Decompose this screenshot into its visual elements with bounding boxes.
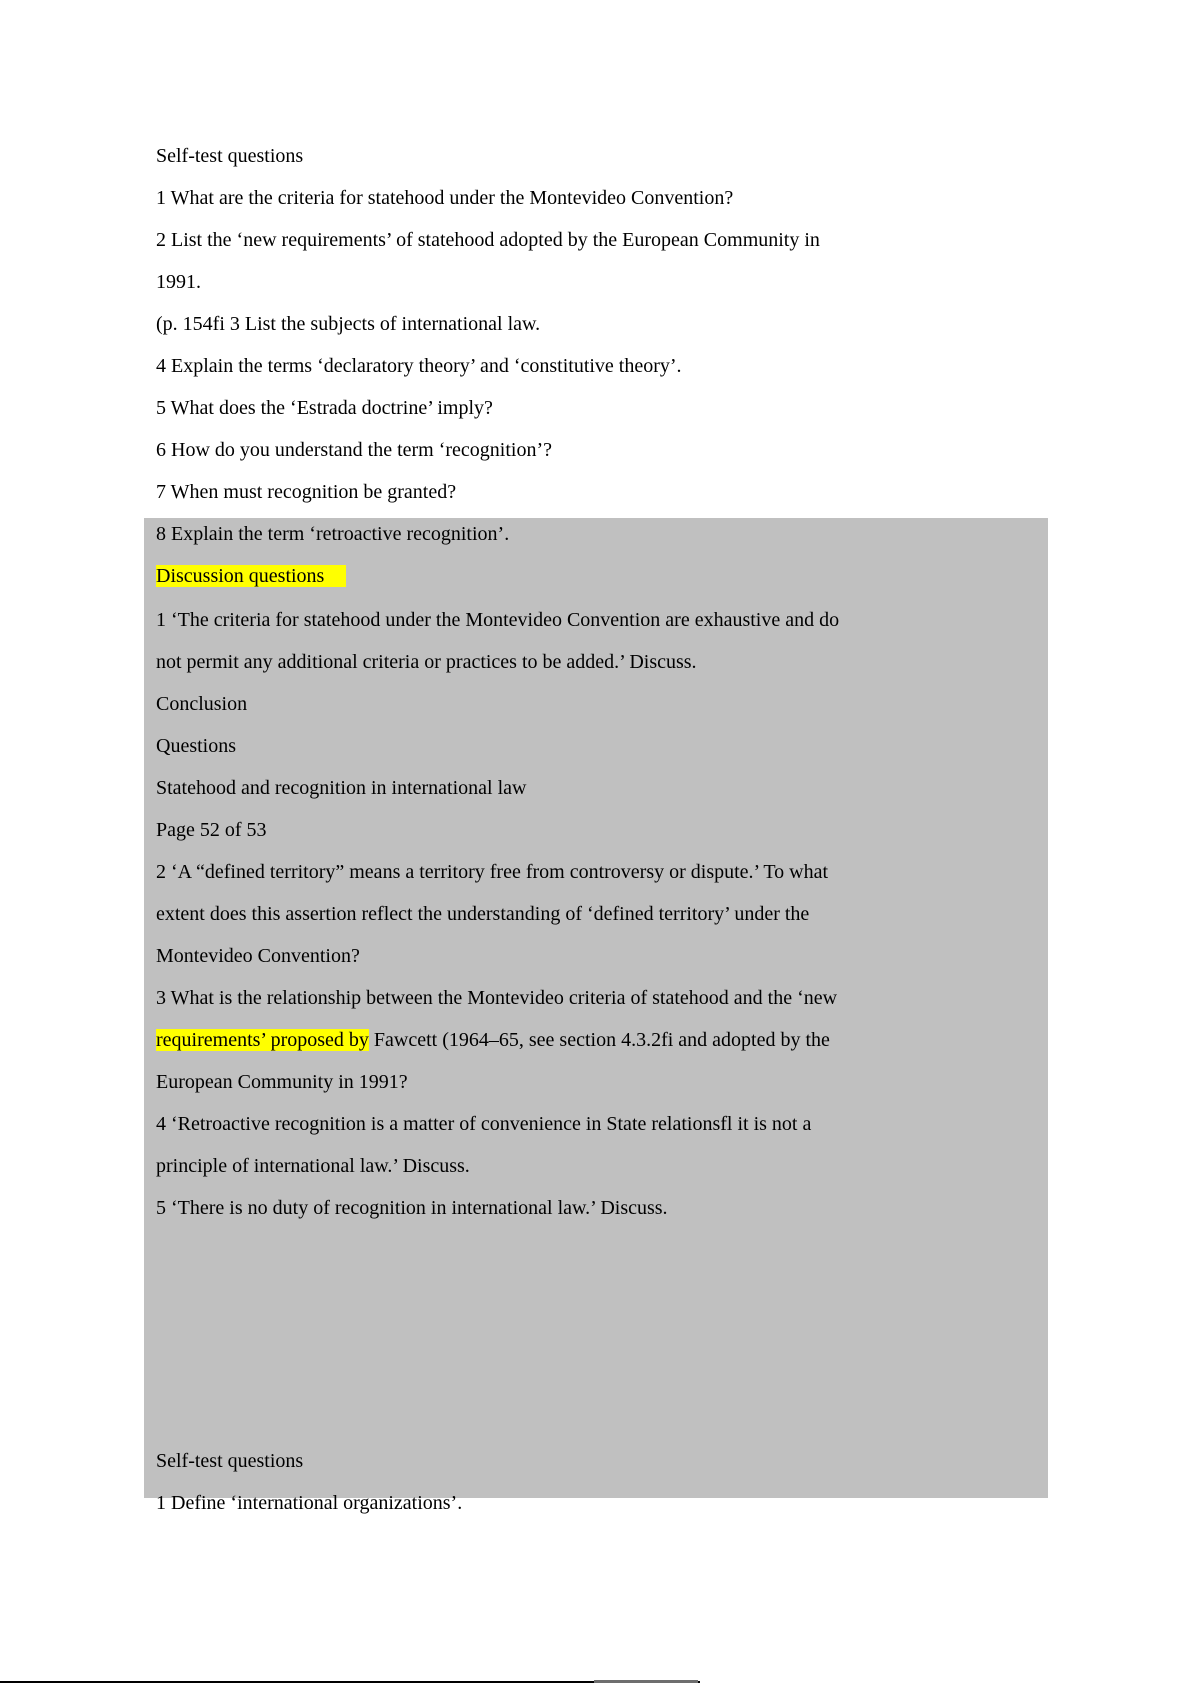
document-title: Statehood and recognition in international law bbox=[156, 777, 527, 799]
heading-self-test-questions-2: Self-test questions bbox=[156, 1450, 304, 1472]
discussion-question-4: 4 ‘Retroactive recognition is a matter of convenience in State relationsfl it is not a bbox=[156, 1113, 812, 1135]
self-test-question-2: 2 List the ‘new requirements’ of statehood adopted by the European Community in bbox=[156, 229, 820, 251]
discussion-question-4-continued: principle of international law.’ Discuss. bbox=[156, 1155, 470, 1177]
discussion-question-2-line-2: extent does this assertion reflect the understanding of ‘defined territory’ under the bbox=[156, 903, 810, 925]
self-test-question-7: 7 When must recognition be granted? bbox=[156, 481, 457, 503]
self-test-question-8: 8 Explain the term ‘retroactive recognition’. bbox=[156, 523, 510, 545]
self-test-question-4: 4 Explain the terms ‘declaratory theory’ and ‘constitutive theory’. bbox=[156, 355, 682, 377]
self-test-question-2-continued: 1991. bbox=[156, 271, 201, 293]
discussion-question-2: 2 ‘A “defined territory” means a territory free from controversy or dispute.’ To what bbox=[156, 861, 829, 883]
heading-questions: Questions bbox=[156, 735, 236, 757]
highlighted-text: Discussion questions bbox=[156, 565, 346, 587]
highlighted-text: requirements’ proposed by bbox=[156, 1029, 369, 1051]
heading-discussion-questions bbox=[156, 563, 346, 589]
discussion-question-3-line-2-rest: Fawcett (1964–65, see section 4.3.2fi and adopted by the bbox=[368, 1029, 830, 1051]
heading-self-test-questions: Self-test questions bbox=[156, 145, 304, 167]
self-test-question-6: 6 How do you understand the term ‘recognition’? bbox=[156, 439, 553, 461]
discussion-question-3: 3 What is the relationship between the Montevideo criteria of statehood and the ‘new bbox=[156, 987, 838, 1009]
page-bottom-rule-segment bbox=[594, 1680, 698, 1683]
discussion-question-1: 1 ‘The criteria for statehood under the Montevideo Convention are exhaustive and do bbox=[156, 609, 840, 631]
page-number: Page 52 of 53 bbox=[156, 819, 267, 841]
discussion-question-2-line-3: Montevideo Convention? bbox=[156, 945, 360, 967]
self-test-question-5: 5 What does the ‘Estrada doctrine’ imply? bbox=[156, 397, 493, 419]
self-test-question-1: 1 What are the criteria for statehood under the Montevideo Convention? bbox=[156, 187, 734, 209]
self-test-question-1-next-chapter: 1 Define ‘international organizations’. bbox=[156, 1492, 463, 1514]
discussion-question-3-line-3: European Community in 1991? bbox=[156, 1071, 408, 1093]
discussion-question-1-continued: not permit any additional criteria or practices to be added.’ Discuss. bbox=[156, 651, 697, 673]
self-test-question-3: (p. 154fi 3 List the subjects of international law. bbox=[156, 313, 541, 335]
discussion-question-3-line-2 bbox=[156, 1027, 830, 1053]
discussion-question-5: 5 ‘There is no duty of recognition in international law.’ Discuss. bbox=[156, 1197, 668, 1219]
heading-conclusion: Conclusion bbox=[156, 693, 248, 715]
